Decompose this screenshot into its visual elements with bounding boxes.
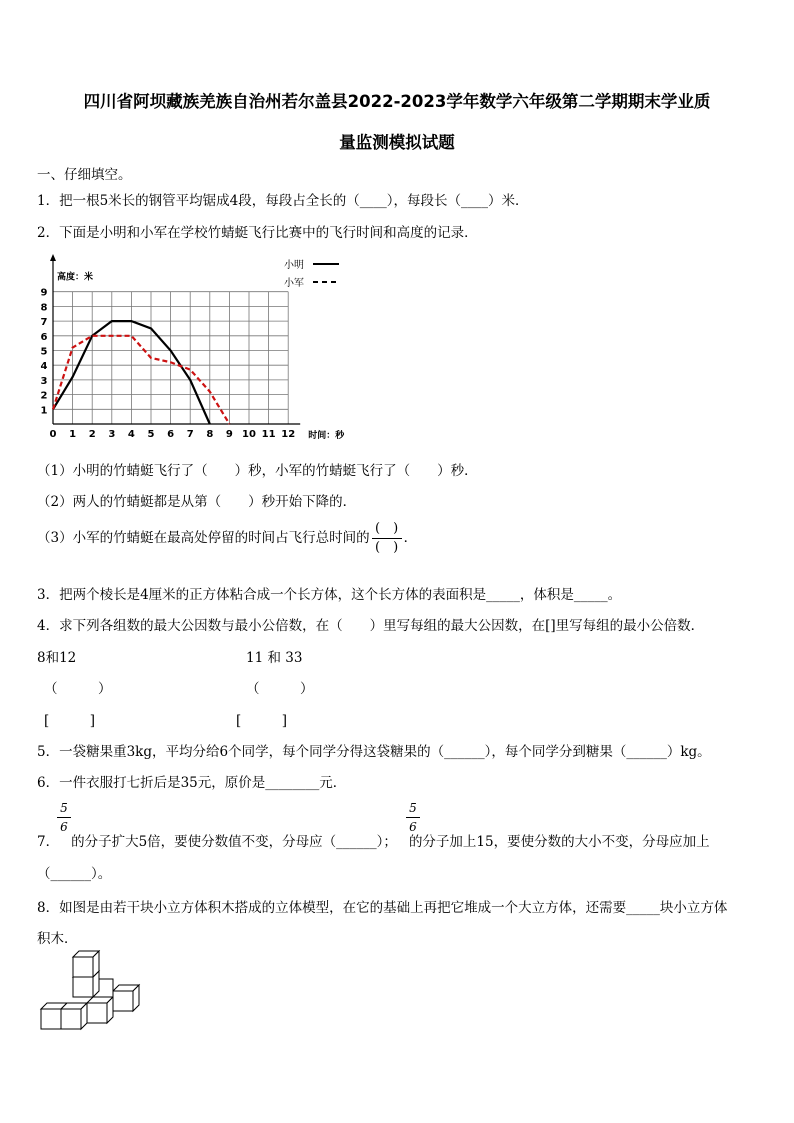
question-2-part-3-text: （3）小军的竹蜻蜓在最高处停留的时间占飞行总时间的 xyxy=(37,530,370,546)
gcd-blank-1: （ ） xyxy=(44,681,112,697)
x-tick-label: 3 xyxy=(108,429,116,440)
y-tick-label: 8 xyxy=(40,302,48,314)
y-tick-label: 9 xyxy=(40,287,48,299)
x-tick-label: 7 xyxy=(186,429,194,440)
x-tick-label: 1 xyxy=(69,429,77,440)
legend-label: 小明 xyxy=(284,260,304,271)
x-tick-label: 8 xyxy=(206,429,214,440)
cube-model-figure xyxy=(38,950,148,1032)
x-tick-label: 0 xyxy=(49,429,57,440)
x-axis-label: 时间：秒 xyxy=(308,431,345,441)
x-tick-label: 11 xyxy=(261,429,276,440)
exam-title-line1: 四川省阿坝藏族羌族自治州若尔盖县2022-2023学年数学六年级第二学期期末学业质 xyxy=(83,92,711,111)
blank-fraction xyxy=(372,520,402,557)
question-4: 4．求下列各组数的最大公因数与最小公倍数，在（ ）里写每组的最大公因数，在[]里写每组的最小公倍数． xyxy=(37,618,705,634)
y-tick-label: 7 xyxy=(40,317,48,329)
x-tick-label: 5 xyxy=(147,429,155,440)
question-4-pair-1: 8和12 xyxy=(37,650,77,666)
fraction-5-6-b: 5 6 xyxy=(406,801,420,834)
question-8-line-2: 积木． xyxy=(37,931,78,947)
question-2-part-1: （1）小明的竹蜻蜓飞行了（ ）秒，小军的竹蜻蜓飞行了（ ）秒． xyxy=(37,463,478,479)
question-1: 1．把一根5米长的钢管平均锯成4段，每段占全长的（____），每段长（____）米． xyxy=(37,193,529,209)
x-tick-label: 10 xyxy=(242,429,256,440)
question-8: 8．如图是由若干块小立方体积木搭成的立体模型，在它的基础上再把它堆成一个大立方体，还需要_____块小立方体 xyxy=(37,900,728,916)
y-tick-label: 3 xyxy=(40,375,48,387)
question-3: 3．把两个棱长是4厘米的正方体粘合成一个长方体，这个长方体的表面积是_____，体积是_____。 xyxy=(37,587,622,603)
question-4-pair-2: 11 和 33 xyxy=(246,650,303,666)
lcm-blank-2: [ ] xyxy=(236,713,288,729)
question-2-part-3 xyxy=(37,520,417,557)
question-2-part-2: （2）两人的竹蜻蜓都是从第（ ）秒开始下降的． xyxy=(37,494,357,510)
x-tick-label: 9 xyxy=(225,429,233,440)
y-axis-arrow xyxy=(50,254,56,261)
x-tick-label: 6 xyxy=(167,429,175,440)
flight-chart xyxy=(35,252,355,447)
question-7-line-2: （______）。 xyxy=(37,866,112,882)
fraction-numerator: ( ) xyxy=(375,521,399,536)
question-7: 7． 的分子扩大5倍，要使分数值不变，分母应（______）； 的分子加上15，要使分数的大小不变，分母应加上 xyxy=(37,834,710,850)
fraction-denominator: ( ) xyxy=(375,540,399,555)
legend-label: 小军 xyxy=(284,278,304,289)
lcm-blank-1: [ ] xyxy=(44,713,96,729)
question-2: 2．下面是小明和小军在学校竹蜻蜓飞行比赛中的飞行时间和高度的记录． xyxy=(37,225,478,241)
x-tick-label: 4 xyxy=(127,429,135,440)
y-tick-label: 6 xyxy=(40,331,48,343)
section-heading: 一、仔细填空。 xyxy=(37,167,132,183)
y-tick-label: 4 xyxy=(40,361,48,373)
y-tick-label: 2 xyxy=(40,390,48,402)
question-2-part-3-end: ． xyxy=(403,530,418,546)
y-axis-label: 高度：米 xyxy=(57,272,94,283)
x-tick-label: 12 xyxy=(281,429,296,440)
y-tick-label: 5 xyxy=(40,346,48,358)
exam-title-line2: 量监测模拟试题 xyxy=(339,133,455,152)
gcd-blank-2: （ ） xyxy=(246,681,314,697)
fraction-5-6-a: 5 6 xyxy=(57,801,71,834)
question-5: 5．一袋糖果重3kg，平均分给6个同学，每个同学分得这袋糖果的（______），每个同学分到糖果（______）kg。 xyxy=(37,744,711,760)
x-tick-label: 2 xyxy=(88,429,96,440)
question-6: 6．一件衣服打七折后是35元，原价是________元． xyxy=(37,775,347,791)
y-tick-label: 1 xyxy=(40,405,48,417)
